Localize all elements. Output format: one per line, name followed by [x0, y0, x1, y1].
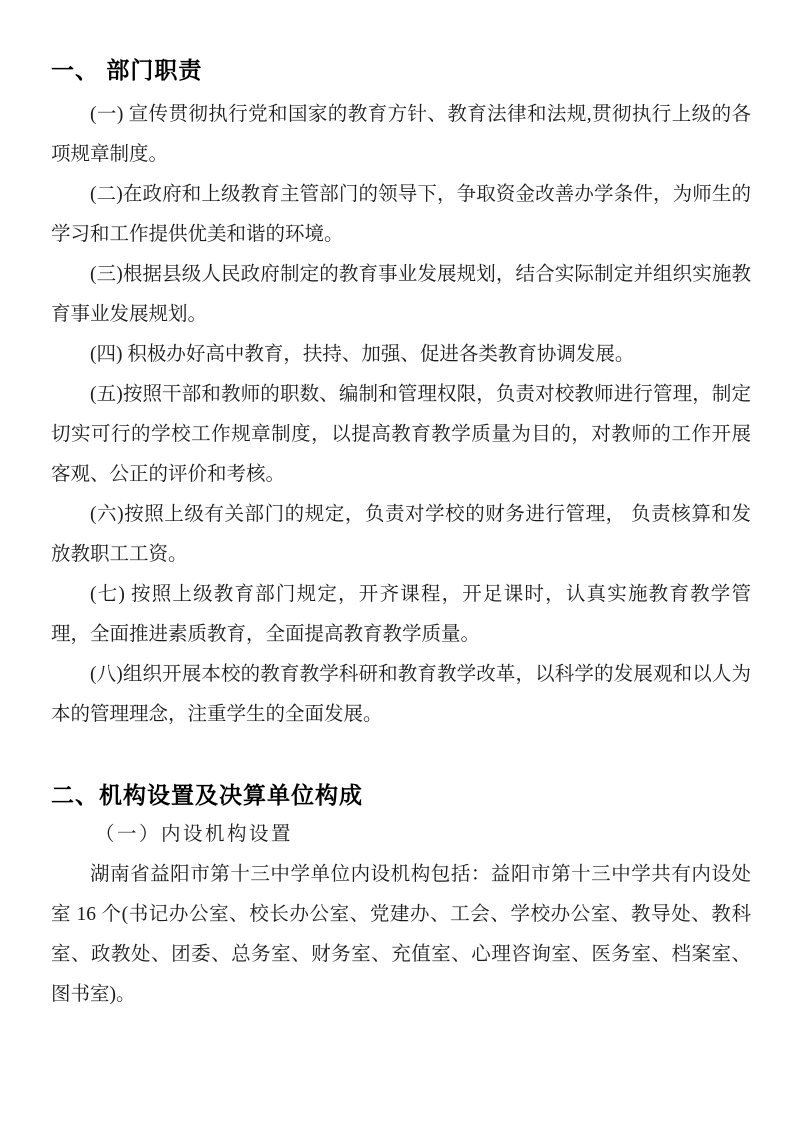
duty-paragraph-3: (三)根据县级人民政府制定的教育事业发展规划，结合实际制定并组织实施教育事业发展规划。 [51, 264, 751, 325]
duty-paragraph-5: (五)按照干部和教师的职数、编制和管理权限，负责对校教师进行管理，制定切实可行的学校工作规章制度，以提高教育教学质量为目的，对教师的工作开展客观、公正的评价和考核。 [51, 384, 751, 485]
duty-paragraph-4: (四) 积极办好高中教育，扶持、加强、促进各类教育协调发展。 [90, 344, 635, 365]
duty-paragraph-8: (八)组织开展本校的教育教学科研和教育教学改革，以科学的发展观和以人为本的管理理念，注重学生的全面发展。 [51, 664, 751, 725]
section-1-heading: 一、 部门职责 [51, 57, 203, 83]
section-2-body [51, 855, 751, 1015]
duty-paragraph-7: (七) 按照上级教育部门规定，开齐课程，开足课时，认真实施教育教学管理，全面推进素质教育，全面提高教育教学质量。 [51, 584, 751, 645]
duty-paragraph-1: (一) 宣传贯彻执行党和国家的教育方针、教育法律和法规,贯彻执行上级的各项规章制度。 [51, 104, 751, 165]
section-2-subheading: （一）内设机构设置 [95, 824, 294, 845]
section-2-heading: 二、机构设置及决算单位构成 [51, 782, 363, 808]
section-1-body [51, 95, 751, 735]
org-structure-paragraph: 湖南省益阳市第十三中学单位内设机构包括：益阳市第十三中学共有内设处室 16 个(书记办公室、校长办公室、党建办、工会、学校办公室、教导处、教科室、政教处、团委、总务室、财务室、充值室、心理咨询室、医务室、档案室、图书室)。 [51, 864, 751, 1005]
duty-paragraph-2: (二)在政府和上级教育主管部门的领导下，争取资金改善办学条件，为师生的学习和工作提供优美和谐的环境。 [51, 184, 751, 245]
duty-paragraph-6: (六)按照上级有关部门的规定，负责对学校的财务进行管理， 负责核算和发放教职工工资。 [51, 504, 751, 565]
document-content [51, 0, 751, 1015]
